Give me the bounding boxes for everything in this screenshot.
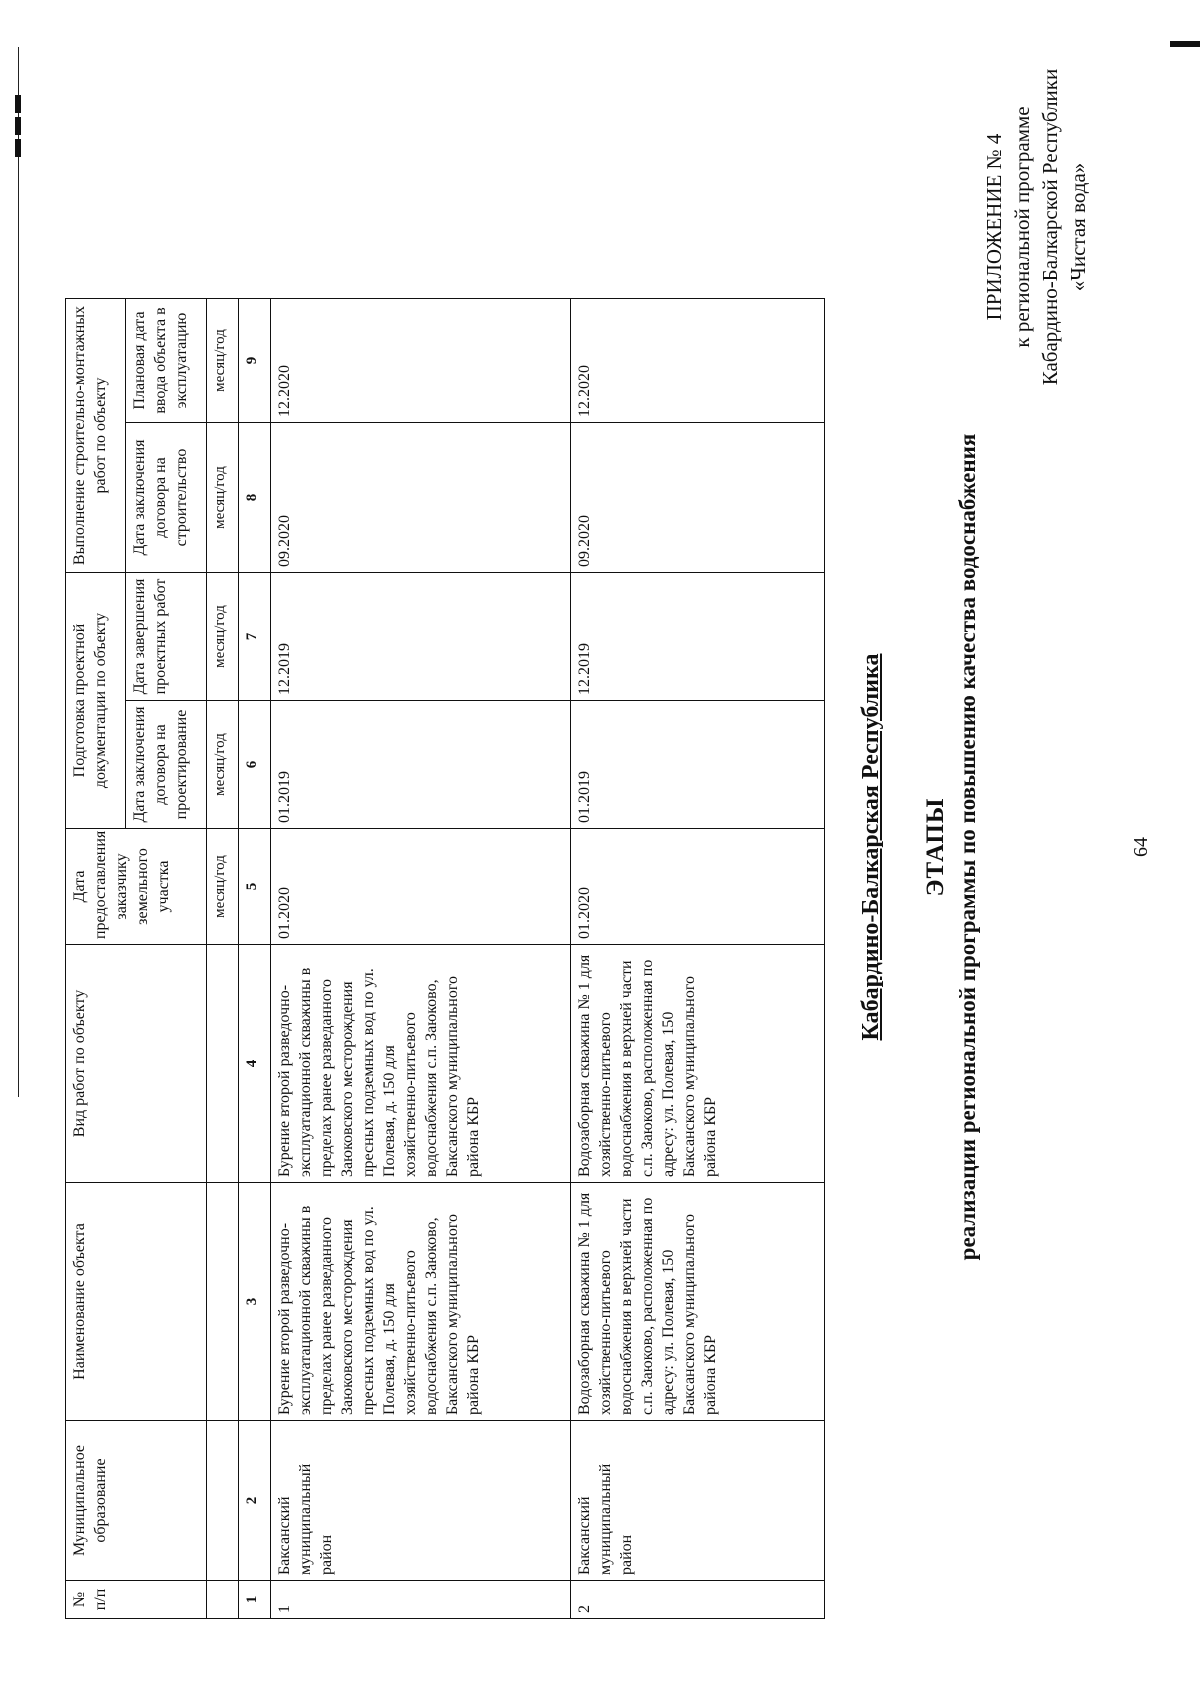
row-num: 1 bbox=[271, 1581, 571, 1619]
header-commission-date: Плановая дата ввода объекта в эксплуатацию bbox=[125, 299, 206, 423]
table-right-margin bbox=[571, 57, 825, 299]
footer-rule bbox=[18, 47, 19, 1097]
row-commission-date: 12.2020 bbox=[271, 299, 571, 423]
appendix-line-4: «Чистая вода» bbox=[1066, 162, 1090, 292]
row-construction-contract: 09.2020 bbox=[571, 423, 825, 573]
footer-mark bbox=[15, 95, 21, 113]
row-construction-contract: 09.2020 bbox=[271, 423, 571, 573]
unit-cell: месяц/год bbox=[206, 573, 238, 701]
row-num: 2 bbox=[571, 1581, 825, 1619]
footer-mark bbox=[15, 117, 21, 135]
header-design-contract: Дата заключения договора на проектирование bbox=[125, 701, 206, 829]
header-design-end: Дата завершения проектных работ bbox=[125, 573, 206, 701]
page-number: 64 bbox=[1130, 837, 1152, 857]
page-corner-mark bbox=[1170, 41, 1200, 47]
stages-table bbox=[65, 57, 825, 1619]
footer-marks bbox=[8, 91, 26, 157]
header-construction-contract: Дата заключения договора на строительство bbox=[125, 423, 206, 573]
row-work-type: Бурение второй разведочно-эксплуатационной скважины в пределах ранее разведанного Заюковского месторождения пресных подземных вод по ул. Полевая, д. 150 для хозяйственно-питьевого водоснабжения с.п. Заюково, Баксанского муниципального района КБР bbox=[271, 945, 571, 1183]
unit-cell bbox=[206, 1421, 238, 1581]
row-design-contract: 01.2019 bbox=[571, 701, 825, 829]
header-row-1 bbox=[66, 57, 126, 1619]
row-municipality: Баксанский муниципальный район bbox=[571, 1421, 825, 1581]
column-number: 6 bbox=[239, 701, 271, 829]
table-row bbox=[571, 57, 825, 1619]
unit-cell bbox=[206, 945, 238, 1183]
column-number: 4 bbox=[239, 945, 271, 1183]
row-municipality: Баксанский муниципальный район bbox=[271, 1421, 571, 1581]
row-work-type: Водозаборная скважина № 1 для хозяйственно-питьевого водоснабжения в верхней части с.п. Заюково, расположенная по адресу: ул. Полевая, 150 Баксанского муниципального района КБР bbox=[571, 945, 825, 1183]
appendix-header bbox=[980, 17, 1092, 437]
row-commission-date: 12.2020 bbox=[571, 299, 825, 423]
appendix-line-3: Кабардино-Балкарской Республики bbox=[1038, 68, 1062, 386]
title-line-2: реализации региональной программы по повышению качества водоснабжения bbox=[955, 433, 980, 1261]
table-right-margin bbox=[66, 57, 571, 299]
row-design-contract: 01.2019 bbox=[271, 701, 571, 829]
column-number: 3 bbox=[239, 1183, 271, 1421]
column-number: 1 bbox=[239, 1581, 271, 1619]
header-work-type: Вид работ по объекту bbox=[66, 945, 207, 1183]
row-object-name: Водозаборная скважина № 1 для хозяйственно-питьевого водоснабжения в верхней части с.п. Заюково, расположенная по адресу: ул. Полевая, 150 Баксанского муниципального района КБР bbox=[571, 1183, 825, 1421]
unit-cell: месяц/год bbox=[206, 701, 238, 829]
row-design-end: 12.2019 bbox=[271, 573, 571, 701]
row-land-date: 01.2020 bbox=[271, 829, 571, 945]
unit-cell: месяц/год bbox=[206, 423, 238, 573]
header-municipality: Муниципальное образование bbox=[66, 1421, 207, 1581]
header-construction-group: Выполнение строительно-монтажных работ по объекту bbox=[66, 299, 126, 573]
row-object-name: Бурение второй разведочно-эксплуатационной скважины в пределах ранее разведанного Заюковского месторождения пресных подземных вод по ул. Полевая, д. 150 для хозяйственно-питьевого водоснабжения с.п. Заюково, Баксанского муниципального района КБР bbox=[271, 1183, 571, 1421]
column-number: 9 bbox=[239, 299, 271, 423]
document-title bbox=[920, 397, 984, 1297]
footer-mark bbox=[15, 139, 21, 157]
header-land-date: Дата предоставления заказчику земельного участка bbox=[66, 829, 207, 945]
header-design-group: Подготовка проектной документации по объекту bbox=[66, 573, 126, 829]
appendix-line-1: ПРИЛОЖЕНИЕ № 4 bbox=[982, 133, 1006, 321]
unit-cell: месяц/год bbox=[206, 829, 238, 945]
column-number: 8 bbox=[239, 423, 271, 573]
region-heading: Кабардино-Балкарская Республика bbox=[858, 653, 884, 1041]
unit-cell: месяц/год bbox=[206, 299, 238, 423]
column-number: 5 bbox=[239, 829, 271, 945]
row-design-end: 12.2019 bbox=[571, 573, 825, 701]
row-land-date: 01.2020 bbox=[571, 829, 825, 945]
column-number: 7 bbox=[239, 573, 271, 701]
column-number: 2 bbox=[239, 1421, 271, 1581]
title-line-1: ЭТАПЫ bbox=[922, 797, 949, 897]
unit-cell bbox=[206, 1183, 238, 1421]
header-num: № п/п bbox=[66, 1581, 207, 1619]
unit-cell bbox=[206, 1581, 238, 1619]
header-object-name: Наименование объекта bbox=[66, 1183, 207, 1421]
appendix-line-2: к региональной программе bbox=[1010, 106, 1034, 348]
